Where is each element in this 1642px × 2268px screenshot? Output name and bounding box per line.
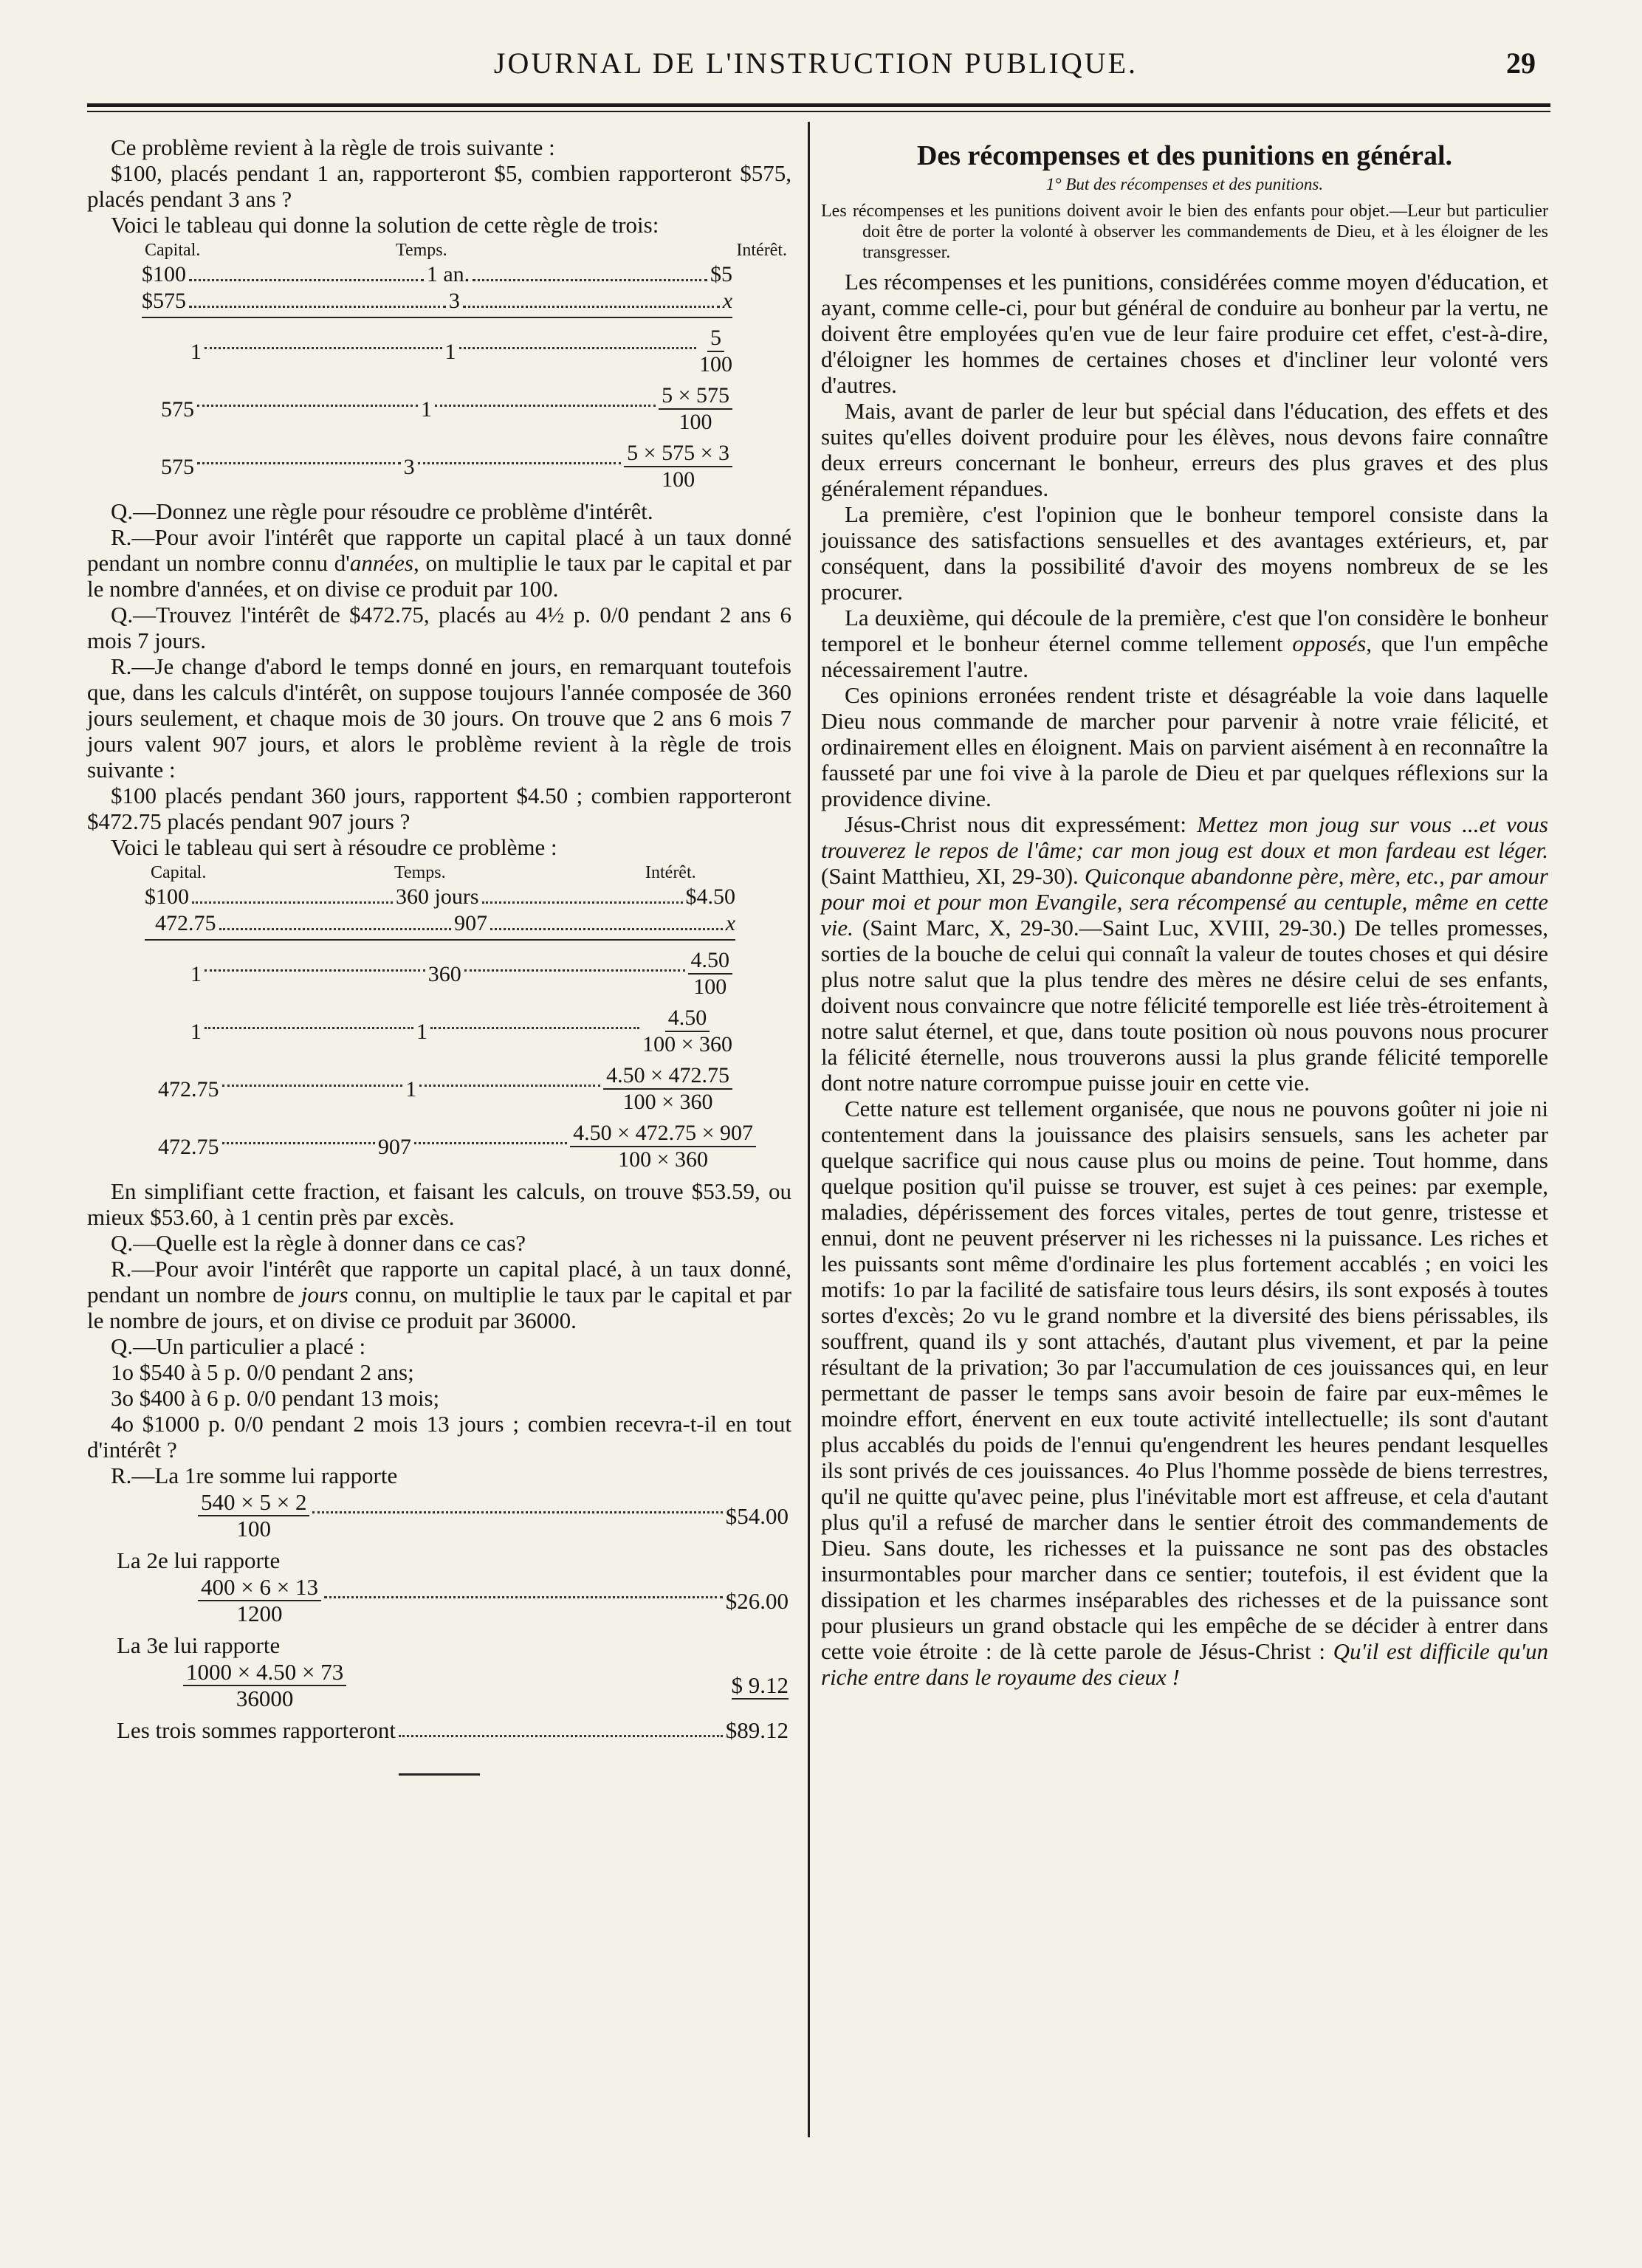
paragraph: $100 placés pendant 360 jours, rapportent $4.50 ; combien rapporteront $472.75 placés pendant 907 jours ? xyxy=(87,783,791,834)
header-rule-thin xyxy=(87,111,1550,112)
question: Q.—Un particulier a placé : xyxy=(111,1333,366,1359)
page-number: 29 xyxy=(1506,47,1536,80)
paragraph: La 3e lui rapporte xyxy=(117,1632,281,1658)
fraction: $\frac{4.50 \times 472.75}{100 \times 360}$ xyxy=(603,1063,732,1115)
question: Q.—Donnez une règle pour résoudre ce problème d'intérêt. xyxy=(111,498,653,524)
answer: R.—La 1re somme lui rapporte xyxy=(111,1463,398,1488)
table-rule xyxy=(142,317,732,318)
running-head xyxy=(81,46,1550,90)
table-row: $100 360 jours $4.50 xyxy=(145,884,735,909)
question: Q.—Quelle est la règle à donner dans ce cas? xyxy=(111,1230,526,1256)
col-header-interet: Intérêt. xyxy=(736,241,787,260)
table-row: 472.75 907 x xyxy=(155,911,736,935)
interet-cell: x xyxy=(722,289,733,313)
fraction-row: 1 1 $\frac{5}{100}$ xyxy=(190,326,732,377)
right-column xyxy=(821,134,1548,1690)
table-row xyxy=(87,288,732,315)
article-subheading: 1° But des récompenses et des punitions. xyxy=(1045,175,1324,193)
computation-row xyxy=(87,1490,789,1542)
list-item: 3o $400 à 6 p. 0/0 pendant 13 mois; xyxy=(111,1385,440,1411)
article-heading: Des récompenses et des punitions en général. xyxy=(916,140,1453,171)
fraction: $\frac{5 \times 575}{100}$ xyxy=(659,383,732,435)
fraction: $\frac{540 \times 5 \times 2}{100}$ xyxy=(198,1490,309,1542)
fraction-row: 575 1 $\frac{5 \times 575}{100}$ xyxy=(87,383,732,435)
temps-cell: 3 xyxy=(448,289,460,313)
paragraph: Cette nature est tellement organisée, que nous ne pouvons goûter ni joie ni contentement dans la jouissance des plaisirs sensuels, sans les acheter par quelque sacrifice qui nous cause plus ou moins de peine. Tout homme, dans quelque position qu'il puisse se trouver, est sujet à ces peines: par exemple, maladies, dépérissement des forces vitales, pertes de tout genre, tristesse et ennui, dont ne peuvent préserver ni les richesses ni la puissance. Les riches et les puissants sont même d'ordinaire les plus fortement accablés ; en voici les motifs: 1o par la facilité de satisfaire tous leurs désirs, ils sont exposés à toutes sortes d'excès; 2o vu le grand nombre et la diversité des biens périssables, ils souffrent, quand ils y sont attachés, d'autant plus vivement, et par la peine résultant de la privation; 3o par l'accumulation de ces jouissances qui, en leur permettant de passer le temps sans avoir besoin de faire par eux-mêmes le moindre effort, énervent en eux toute activité intellectuelle; ils sont d'autant plus accablés du poids de l'ennui qu'engendrent les heures pendant lesquelles ils sont privés de ces jouissances. 4o Plus l'homme possède de biens terrestres, qu'il ne quitte qu'avec peine, plus l'inévitable mort est affreuse, et cela d'autant plus qu'il a refusé de marcher dans le sentier étroit des commandements de Dieu. Sans doute, les richesses et la puissance ne sont pas des obstacles insurmontables pour marcher dans ce sentier; toutefois, il est évident que la dissipation et les charmes inséparables des richesses et de la puissance sont pour plusieurs un grand obstacle qui les empêche de se décider à entrer dans cette voie étroite : de là cette parole de Jésus-Christ : Qu'il est difficile qu'un riche entre dans le royaume des cieux ! xyxy=(821,1096,1548,1690)
table-rule xyxy=(145,939,735,941)
total-label: Les trois sommes rapporteront xyxy=(117,1717,396,1743)
list-item: 1o $540 à 5 p. 0/0 pendant 2 ans; xyxy=(111,1359,414,1385)
computation-row xyxy=(87,1575,789,1626)
question: Q.—Trouvez l'intérêt de $472.75, placés au 4½ p. 0/0 pendant 2 ans 6 mois 7 jours. xyxy=(87,602,791,653)
paragraph: Jésus-Christ nous dit expressément: Mettez mon joug sur vous ...et vous trouverez le repos de l'âme; car mon joug est doux et mon fardeau est léger. (Saint Matthieu, XI, 29-30). Quiconque abandonne père, mère, etc., par amour pour moi et pour mon Evangile, sera récompensé au centuple, même en cette vie. (Saint Marc, X, 29-30.—Saint Luc, XVIII, 29-30.) De telles promesses, sorties de la bouche de celui qui connaît la valeur de toutes choses et qui désire plus notre salut que la plus tendre des mères ne désire celui de ses enfants, doivent nous convaincre que notre félicité temporelle est liée très-étroitement à notre salut éternel, et que, dans toute position où nous pouvons nous procurer la félicité éternelle, nous trouverons aussi la plus grande félicité temporelle dont notre nature corrompue puisse jouir en cette vie. xyxy=(821,811,1548,1096)
paragraph: Ce problème revient à la règle de trois suivante : xyxy=(111,134,555,160)
rule-of-three-table-1 xyxy=(87,239,791,492)
answer: R.—Pour avoir l'intérêt que rapporte un capital placé, à un taux donné, pendant un nombre de jours connu, on multiplie le taux par le capital et par le nombre de jours, et on divise ce produit par 36000. xyxy=(87,1256,792,1333)
fraction-row: 1 360 $\frac{4.50}{100}$ xyxy=(87,948,732,1000)
col-header-interet: Intérêt. xyxy=(645,863,696,882)
computation-value: $ 9.12 xyxy=(731,1671,789,1698)
table-header xyxy=(87,862,791,884)
header-rule xyxy=(87,103,1550,107)
fraction: $\frac{400 \times 6 \times 13}{1200}$ xyxy=(198,1575,321,1626)
journal-title: JOURNAL DE L'INSTRUCTION PUBLIQUE. xyxy=(493,47,1138,80)
fraction: $\frac{5 \times 575 \times 3}{100}$ xyxy=(624,441,732,492)
table-row xyxy=(87,261,732,288)
fraction: $\frac{4.50 \times 472.75 \times 907}{100 \times 360}$ xyxy=(570,1121,756,1172)
table-header xyxy=(87,239,791,261)
fraction: $\frac{5}{100}$ xyxy=(699,326,732,377)
fraction-row: 1 1 $\frac{4.50}{100 \times 360}$ xyxy=(190,1006,733,1056)
paragraph: Les récompenses et les punitions, considérées comme moyen d'éducation, et ayant, comme celle-ci, pour but général de conduire au bonheur par la vertu, ne doivent être employées qu'en vue de leur faire produire cet effet, c'est-à-dire, d'éloigner les hommes de certaines choses et d'incliner leur volonté vers d'autres. xyxy=(821,269,1548,398)
computation-row xyxy=(87,1660,789,1711)
paragraph: $100, placés pendant 1 an, rapporteront $5, combien rapporteront $575, placés pendant 3 ans ? xyxy=(87,160,791,212)
fraction-row: 575 3 $\frac{5 \times 575 \times 3}{100}$ xyxy=(87,441,732,492)
left-column xyxy=(87,134,791,1776)
temps-cell: 1 an. xyxy=(426,262,470,286)
paragraph: En simplifiant cette fraction, et faisant les calculs, on trouve $53.59, ou mieux $53.60, à 1 centin près par excès. xyxy=(87,1178,791,1230)
paragraph: Voici le tableau qui sert à résoudre ce problème : xyxy=(111,834,557,860)
paragraph: La 2e lui rapporte xyxy=(117,1547,281,1573)
article-summary: Les récompenses et les punitions doivent avoir le bien des enfants pour objet.—Leur but particulier doit être de porter la volonté à observer les commandements de Dieu, et à les éloigner de les transgresser. xyxy=(821,202,1548,262)
fraction-row: 472.75 907 $\frac{4.50 \times 472.75 \times 907}{100 \times 360}$ xyxy=(87,1121,756,1172)
computation-value: $54.00 xyxy=(725,1502,789,1529)
capital-cell: $100 xyxy=(142,262,186,286)
fraction: $\frac{1000 \times 4.50 \times 73}{36000}$ xyxy=(183,1660,346,1711)
fraction-row: 472.75 1 $\frac{4.50 \times 472.75}{100 \times 360}$ xyxy=(87,1063,732,1115)
paragraph: La première, c'est l'opinion que le bonheur temporel consiste dans la jouissance des satisfactions sensuelles et des avantages extérieurs, et, par conséquent, dans la possibilité d'avoir des moyens nombreux de se les procurer. xyxy=(821,501,1548,605)
col-header-capital: Capital. xyxy=(145,241,201,260)
answer: R.—Je change d'abord le temps donné en jours, en remarquant toutefois que, dans les calculs d'intérêt, on suppose toujours l'année composée de 360 jours seulement, et chaque mois de 30 jours. On trouve que 2 ans 6 mois 7 jours valent 907 jours, et alors le problème revient à la règle de trois suivante : xyxy=(87,653,791,783)
interet-cell: $5 xyxy=(710,262,733,286)
total-value: $89.12 xyxy=(725,1717,789,1743)
capital-cell: $575 xyxy=(142,289,186,313)
computation-value: $26.00 xyxy=(725,1587,789,1614)
rule-of-three-table-2 xyxy=(87,862,791,1172)
fraction: $\frac{4.50}{100 \times 360}$ xyxy=(642,1006,733,1056)
end-rule xyxy=(399,1773,480,1776)
paragraph: Ces opinions erronées rendent triste et désagréable la voie dans laquelle Dieu nous commande de marcher pour parvenir à notre vraie félicité, et ordinairement elles en éloignent. Mais on parvient aisément à en reconnaître la fausseté par une foi vive à la parole de Dieu et par quelques réflexions sur la providence divine. xyxy=(821,682,1548,811)
list-item: 4o $1000 p. 0/0 pendant 2 mois 13 jours ; combien recevra-t-il en tout d'intérêt ? xyxy=(87,1411,791,1463)
paragraph: La deuxième, qui découle de la première, c'est que l'on considère le bonheur temporel et le bonheur éternel comme tellement opposés, que l'un empêche nécessairement l'autre. xyxy=(821,605,1549,682)
col-header-capital: Capital. xyxy=(151,863,207,882)
fraction: $\frac{4.50}{100}$ xyxy=(688,948,733,1000)
total-row xyxy=(87,1717,789,1744)
col-header-temps: Temps. xyxy=(396,241,447,260)
col-header-temps: Temps. xyxy=(394,863,446,882)
paragraph: Voici le tableau qui donne la solution de cette règle de trois: xyxy=(111,212,659,238)
paragraph: Mais, avant de parler de leur but spécial dans l'éducation, des effets et des suites qu'elles doivent produire pour les élèves, nous devons faire connaître deux erreurs concernant le bonheur, erreurs des plus graves et des plus généralement répandues. xyxy=(821,398,1548,501)
answer: R.—Pour avoir l'intérêt que rapporte un capital placé à un taux donné pendant un nombre connu d'années, on multiplie le taux par le capital et par le nombre d'années, et on divise ce produit par 100. xyxy=(87,524,792,602)
column-divider xyxy=(808,122,810,2137)
